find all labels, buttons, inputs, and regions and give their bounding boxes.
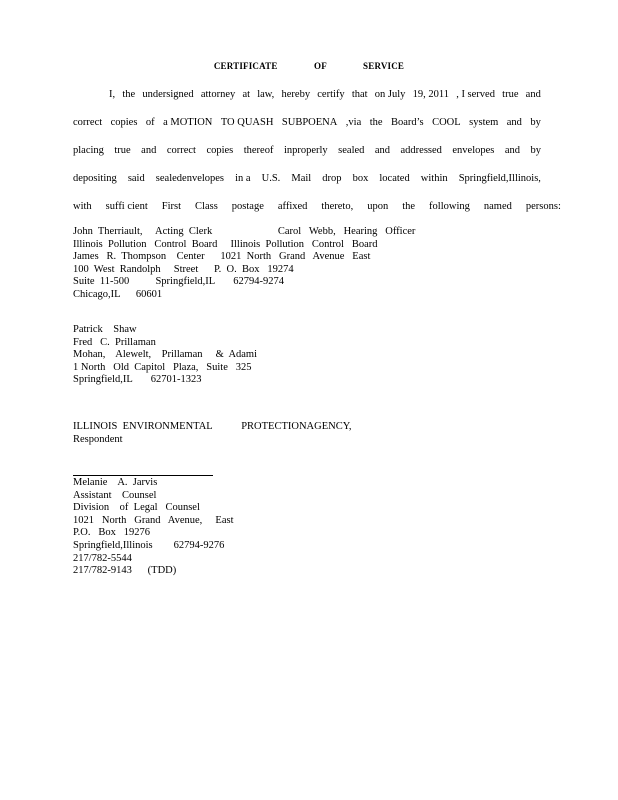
service-list-line: Suite 11-500 Springfield,IL 62794-9274 <box>73 276 284 288</box>
paragraph-word: copies <box>110 117 138 128</box>
paragraph-line <box>73 88 541 116</box>
paragraph-word: sealed <box>338 145 365 156</box>
signature-line-text: P.O. Box 19276 <box>73 527 151 539</box>
service-list-line: 1 North Old Capitol Plaza, Suite 325 <box>73 361 252 373</box>
paragraph-word: attorney <box>200 89 236 100</box>
signature-line-text: Springfield,Illinois 62794-9276 <box>73 539 225 551</box>
paragraph-word: postage <box>231 201 264 212</box>
paragraph-word: at <box>242 89 251 100</box>
paragraph-word: COOL <box>432 117 461 128</box>
service-list-line: Patrick Shaw <box>73 324 137 335</box>
paragraph-word: TO QUASH <box>220 117 274 128</box>
paragraph-word: with <box>73 201 92 212</box>
signature-line-text: 1021 North Grand Avenue, East <box>73 514 234 526</box>
signature-line-text: Division of Legal Counsel <box>73 502 200 514</box>
paragraph-word: system <box>469 117 499 128</box>
paragraph-word: of <box>145 117 155 128</box>
service-list-line: Springfield,IL 62701-1323 <box>73 374 202 386</box>
service-list-line: Illinois Pollution Control Board Illinois Pollution Control Board <box>73 238 378 250</box>
paragraph-word: law, <box>257 89 275 100</box>
service-list-line: Mohan, Alewelt, Prillaman & Adami <box>73 349 258 361</box>
paragraph-word: and <box>374 145 391 156</box>
paragraph-word: copies <box>206 145 234 156</box>
certification-paragraph <box>73 88 561 228</box>
party-name-block <box>73 421 352 446</box>
service-list-line: John Therriault, Acting Clerk Carol Webb, Hearing Officer <box>73 226 416 237</box>
service-list-line: James R. Thompson Center 1021 North Grand Avenue East <box>73 251 371 263</box>
paragraph-word: box <box>352 173 369 184</box>
paragraph-word: First <box>161 201 182 212</box>
paragraph-word: the <box>402 201 416 212</box>
signature-line <box>73 475 213 476</box>
paragraph-word: undersigned <box>142 89 194 100</box>
party-line: Respondent <box>73 433 123 445</box>
paragraph-word: the <box>369 117 383 128</box>
paragraph-word: suffi cient <box>105 201 148 212</box>
paragraph-word: and <box>141 145 157 156</box>
paragraph-word: thereof <box>243 145 274 156</box>
paragraph-word: on July <box>374 89 406 100</box>
paragraph-word: named <box>483 201 512 212</box>
paragraph-word: said <box>127 173 145 184</box>
paragraph-word: the <box>122 89 136 100</box>
paragraph-word: Class <box>195 201 218 212</box>
paragraph-word: depositing <box>73 173 117 184</box>
paragraph-line <box>73 144 541 172</box>
paragraph-word: thereto, <box>321 201 354 212</box>
paragraph-word: that <box>351 89 368 100</box>
service-list-secondary <box>73 324 257 387</box>
paragraph-line <box>73 200 561 228</box>
paragraph-word: ,via <box>345 117 362 128</box>
paragraph-word: correct <box>166 145 196 156</box>
signature-block <box>73 477 233 578</box>
document-title: CERTIFICATE OF SERVICE <box>213 61 405 71</box>
party-line: ILLINOIS ENVIRONMENTAL PROTECTIONAGENCY, <box>73 421 352 432</box>
paragraph-word: 19, 2011 <box>412 89 449 100</box>
paragraph-word: correct <box>73 117 103 128</box>
paragraph-word: upon <box>367 201 389 212</box>
paragraph-word: and <box>504 145 521 156</box>
signature-line-text: Assistant Counsel <box>73 489 157 501</box>
paragraph-word: Springfield,Illinois, <box>458 173 541 184</box>
paragraph-word: sealedenvelopes <box>155 173 225 184</box>
paragraph-line <box>73 172 541 200</box>
paragraph-word: persons: <box>525 201 561 212</box>
signature-line-text: Melanie A. Jarvis <box>73 477 158 488</box>
signature-line-text: 217/782-5544 <box>73 552 132 564</box>
service-list-line: Fred C. Prillaman <box>73 336 156 348</box>
paragraph-word: , I served <box>456 89 495 100</box>
paragraph-word: by <box>530 117 541 128</box>
paragraph-word: within <box>420 173 448 184</box>
paragraph-word: and <box>506 117 522 128</box>
paragraph-word: I, <box>109 89 116 100</box>
paragraph-word: Board’s <box>390 117 424 128</box>
paragraph-word: a MOTION <box>163 117 213 128</box>
service-list-line: Chicago,IL 60601 <box>73 288 163 300</box>
service-list-primary <box>73 226 415 302</box>
paragraph-word: SUBPOENA <box>281 117 338 128</box>
paragraph-word: following <box>429 201 470 212</box>
paragraph-word: affixed <box>277 201 308 212</box>
paragraph-word: located <box>379 173 410 184</box>
paragraph-word: and <box>525 89 541 100</box>
service-list-line: 100 West Randolph Street P. O. Box 19274 <box>73 263 294 275</box>
paragraph-word: by <box>530 145 541 156</box>
paragraph-word: true <box>114 145 131 156</box>
paragraph-word: U.S. <box>261 173 281 184</box>
paragraph-word: addressed <box>400 145 442 156</box>
paragraph-word: placing <box>73 145 104 156</box>
paragraph-word: inproperly <box>283 145 328 156</box>
paragraph-word: envelopes <box>452 145 495 156</box>
paragraph-line <box>73 116 541 144</box>
paragraph-word: in a <box>235 173 251 184</box>
paragraph-word: drop <box>322 173 342 184</box>
paragraph-word: true <box>502 89 519 100</box>
paragraph-word: certify <box>317 89 345 100</box>
signature-line-text: 217/782-9143 (TDD) <box>73 565 177 577</box>
paragraph-word: hereby <box>281 89 311 100</box>
paragraph-word: Mail <box>291 173 312 184</box>
